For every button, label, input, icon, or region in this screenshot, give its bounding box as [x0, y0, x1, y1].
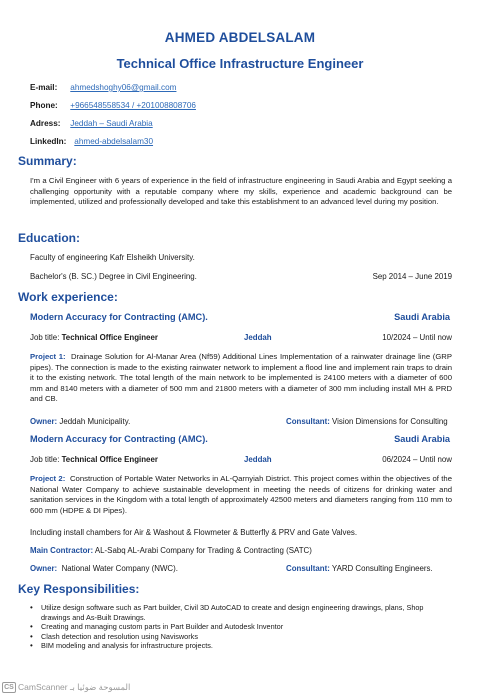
phone-row	[30, 101, 196, 110]
phone-label: Phone:	[30, 101, 58, 110]
list-item: • Creating and managing custom parts in Part Builder and Autodesk Inventor	[30, 622, 450, 632]
list-item: • BIM modeling and analysis for infrastructure projects.	[30, 641, 450, 651]
job-1-title-row	[30, 333, 452, 342]
job-2-owner-label: Owner:	[30, 564, 58, 573]
camscanner-text: CamScanner المسوحة ضوئيا بـ	[18, 682, 131, 692]
summary-text: I'm a Civil Engineer with 6 years of experience in the field of infrastructure engineering in Saudi Arabia and Egypt seeking a challenging opportunity with a reputable company where my skills, experience and academic background can be implemented, utilized and professionally developed and take this establishment to an advanced level during my position.	[30, 176, 452, 207]
job-2-main-contractor-row	[30, 546, 312, 555]
job-2-consultant: YARD Consulting Engineers.	[331, 564, 433, 573]
job-1-title: Technical Office Engineer	[61, 333, 158, 342]
candidate-name: AHMED ABDELSALAM	[164, 30, 316, 45]
job-1-title-label: Job title:	[30, 333, 62, 342]
job-2-country: Saudi Arabia	[394, 434, 450, 444]
job-2-consultant-label: Consultant:	[286, 564, 330, 573]
education-faculty: Faculty of engineering Kafr Elsheikh University.	[30, 253, 195, 262]
job-1-dates: 10/2024 – Until now	[382, 333, 452, 342]
job-2-extra: Including install chambers for Air & Washout & Flowmeter & Butterfly & PRV and Gate Valves.	[30, 528, 358, 537]
job-2-project-label: Project 2:	[30, 474, 66, 483]
linkedin-link[interactable]: ahmed-abdelsalam30	[74, 137, 154, 146]
responsibilities-list	[30, 603, 450, 651]
job-1-owner-row	[30, 417, 452, 426]
education-heading: Education:	[18, 231, 80, 245]
job-1-owner-label: Owner:	[30, 417, 58, 426]
list-item: • Utilize design software such as Part builder, Civil 3D AutoCAD to create and design engineering drawings, plans, Shop drawings and As-Built Drawings.	[30, 603, 450, 622]
job-2-main-contractor-label: Main Contractor:	[30, 546, 94, 555]
job-1-consultant-label: Consultant:	[286, 417, 330, 426]
job-1-consultant-group	[286, 417, 448, 426]
job-2-company-row	[30, 434, 450, 444]
job-1-company: Modern Accuracy for Contracting (AMC).	[30, 312, 208, 322]
job-2-project	[30, 474, 452, 516]
job-2-owner-row	[30, 564, 452, 573]
job-2-project-text: Construction of Portable Water Networks in AL-Qarnyiah District. This project comes within the objectives of the National Water Company to achieve sustainable development in meeting the needs of citizens for drinking water and sanitation services in the Kingdom with a total length of approximately 42500 meters and diameters ranging from 110 mm to 600 mm (HDPE & DI Pipes).	[30, 474, 452, 515]
linkedin-label: LinkedIn:	[30, 137, 67, 146]
candidate-role: Technical Office Infrastructure Engineer	[116, 56, 364, 71]
job-1-country: Saudi Arabia	[394, 312, 450, 322]
experience-heading: Work experience:	[18, 290, 118, 304]
address-label: Adress:	[30, 119, 61, 128]
address-link[interactable]: Jeddah – Saudi Arabia	[70, 119, 153, 128]
email-label: E-mail:	[30, 83, 58, 92]
email-link[interactable]: ahmedshoghy06@gmail.com	[70, 83, 177, 92]
education-degree: Bachelor's (B. SC.) Degree in Civil Engineering.	[30, 272, 197, 281]
job-1-consultant: Vision Dimensions for Consulting	[332, 417, 448, 426]
job-2-title: Technical Office Engineer	[61, 455, 158, 464]
job-2-main-contractor: AL-Sabq AL-Arabi Company for Trading & Contracting (SATC)	[94, 546, 312, 555]
job-2-company: Modern Accuracy for Contracting (AMC).	[30, 434, 208, 444]
job-1-project-text: Drainage Solution for Al-Manar Area (Nf59) Additional Lines Implementation of a rainwater drainage line (GRP pipes). The connection is made to the existing rainwater network to implement a flood line and implement rain traps to drain it to the existing network. The total length of the main network to be implemented is 24100 meters with a diameter of 600 mm and 8140 meters with a diameter of 500 mm and 21800 meters with a diameter of 300 mm including install MH & PRD and CB.	[30, 352, 452, 404]
responsibilities-heading: Key Responsibilities:	[18, 582, 140, 596]
phone-link[interactable]: +966548558534 / +201008808706	[70, 101, 196, 110]
job-2-title-row	[30, 455, 452, 464]
job-1-company-row	[30, 312, 450, 322]
address-row	[30, 119, 153, 128]
camscanner-watermark	[2, 682, 130, 696]
job-2-title-label: Job title:	[30, 455, 62, 464]
job-1-city: Jeddah	[244, 333, 272, 342]
education-dates: Sep 2014 – June 2019	[372, 272, 452, 281]
camscanner-logo-icon: CS	[2, 682, 16, 693]
job-1-project-label: Project 1:	[30, 352, 66, 361]
job-2-city: Jeddah	[244, 455, 272, 464]
job-2-owner: National Water Company (NWC).	[61, 564, 178, 573]
job-2-consultant-group	[286, 564, 433, 573]
summary-heading: Summary:	[18, 154, 77, 168]
job-2-dates: 06/2024 – Until now	[382, 455, 452, 464]
education-degree-row	[30, 272, 452, 281]
email-row	[30, 83, 176, 92]
job-1-owner: Jeddah Municipality.	[59, 417, 131, 426]
list-item: • Clash detection and resolution using Navisworks	[30, 632, 450, 642]
linkedin-row	[30, 137, 153, 146]
job-1-project	[30, 352, 452, 405]
